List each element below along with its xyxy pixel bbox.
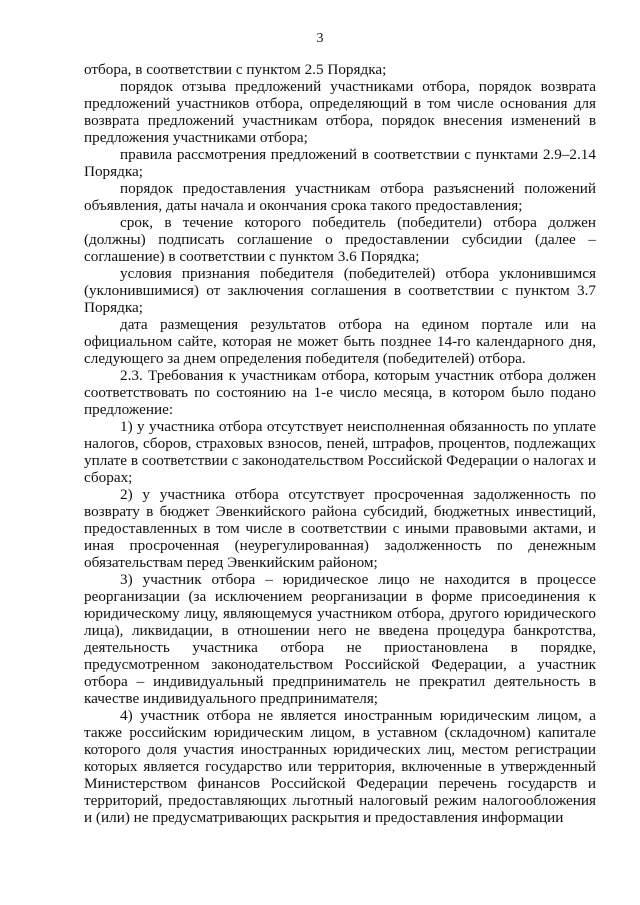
paragraph-continuation: отбора, в соответствии с пунктом 2.5 Порядка;: [84, 61, 387, 78]
document-body: [84, 61, 596, 826]
paragraph: правила рассмотрения предложений в соответствии с пунктами 2.9–2.14 Порядка;: [84, 146, 596, 180]
paragraph: порядок отзыва предложений участниками отбора, порядок возврата предложений участников отбора, определяющий в том числе основания для возврата предложений участникам отбора, порядок внесения изменений в предложения участниками отбора;: [84, 78, 596, 146]
paragraph: условия признания победителя (победителей) отбора уклонившимся (уклонившимися) от заключения соглашения в соответствии с пунктом 3.7 Порядка;: [84, 265, 596, 316]
list-item-paragraph: 4) участник отбора не является иностранным юридическим лицом, а также российским юридическим лицом, в уставном (складочном) капитале которого доля участия иностранных юридических лиц, местом регистрации которых является государство или территория, включенные в утвержденный Министерством финансов Российской Федерации перечень государств и территорий, предоставляющих льготный налоговый режим налогообложения и (или) не предусматривающих раскрытия и предоставления информации: [84, 707, 596, 826]
paragraph: дата размещения результатов отбора на едином портале или на официальном сайте, которая не может быть позднее 14-го календарного дня, следующего за днем определения победителя (победителей) отбора.: [84, 316, 596, 367]
paragraph: срок, в течение которого победитель (победители) отбора должен (должны) подписать соглашение о предоставлении субсидии (далее – соглашение) в соответствии с пунктом 3.6 Порядка;: [84, 214, 596, 265]
section-heading-paragraph: 2.3. Требования к участникам отбора, которым участник отбора должен соответствовать по состоянию на 1-е число месяца, в котором было подано предложение:: [84, 367, 596, 418]
list-item-paragraph: 2) у участника отбора отсутствует просроченная задолженность по возврату в бюджет Эвенкийского района субсидий, бюджетных инвестиций, предоставленных в том числе в соответствии с иными правовыми актами, и иная просроченная (неурегулированная) задолженность по денежным обязательствам перед Эвенкийским районом;: [84, 486, 596, 571]
list-item-paragraph: 1) у участника отбора отсутствует неисполненная обязанность по уплате налогов, сборов, страховых взносов, пеней, штрафов, процентов, подлежащих уплате в соответствии с законодательством Российской Федерации о налогах и сборах;: [84, 418, 596, 486]
paragraph: порядок предоставления участникам отбора разъяснений положений объявления, даты начала и окончания срока такого предоставления;: [84, 180, 596, 214]
list-item-paragraph: 3) участник отбора – юридическое лицо не находится в процессе реорганизации (за исключением реорганизации в форме присоединения к юридическому лицу, являющемуся участником отбора, другого юридического лица), ликвидации, в отношении него не введена процедура банкротства, деятельность участника отбора не приостановлена в порядке, предусмотренном законодательством Российской Федерации, а участник отбора – индивидуальный предприниматель не прекратил деятельность в качестве индивидуального предпринимателя;: [84, 571, 596, 707]
page-number: 3: [316, 31, 324, 46]
